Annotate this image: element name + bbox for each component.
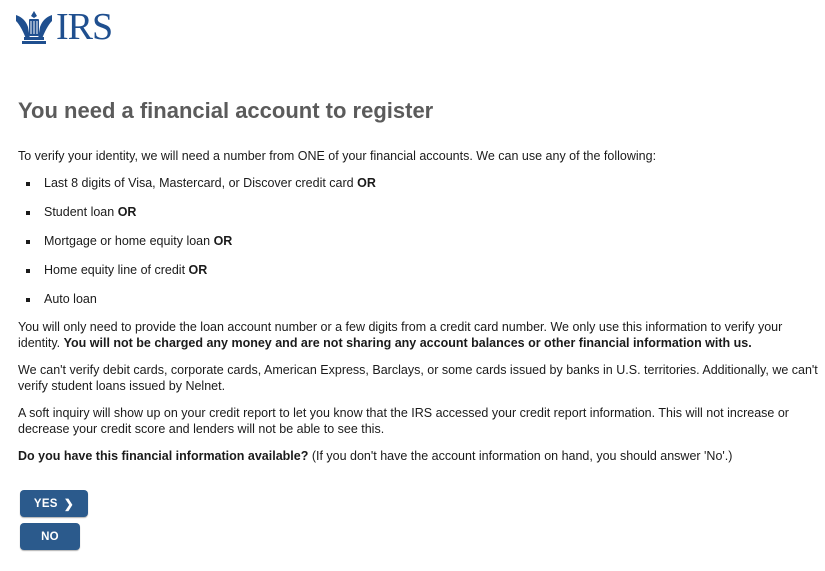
bullet-icon <box>26 240 30 244</box>
no-button-label: NO <box>41 530 59 543</box>
list-item <box>18 292 376 321</box>
loan-number-note <box>18 320 818 351</box>
option-or: OR <box>357 176 376 190</box>
loan-number-text: You will only need to provide the loan account number or a few digits from a credit card number. We only use this information to verify your identity. <box>18 320 783 350</box>
option-label: Student loan <box>44 205 115 219</box>
irs-logo[interactable] <box>14 8 112 46</box>
question <box>18 449 818 465</box>
chevron-right-icon: ❯ <box>63 496 75 511</box>
unsupported-cards-note: We can't verify debit cards, corporate cards, American Express, Barclays, or some cards issued by banks in U.S. territories. Additionally, we can't verify student loans issued by Nelnet. <box>18 363 818 393</box>
yes-button-label: YES <box>33 497 58 510</box>
option-label: Mortgage or home equity loan <box>44 234 211 248</box>
no-button[interactable] <box>20 523 80 550</box>
list-item <box>18 234 376 263</box>
bullet-icon <box>26 269 30 273</box>
option-label: Auto loan <box>44 292 97 306</box>
list-item <box>18 205 376 234</box>
logo-text: IRS <box>56 6 113 48</box>
bullet-icon <box>26 182 30 186</box>
irs-eagle-icon <box>14 9 54 45</box>
yes-button[interactable] <box>20 490 88 517</box>
list-item <box>18 176 376 205</box>
bullet-icon <box>26 298 30 302</box>
page-title: You need a financial account to register <box>18 98 434 123</box>
no-charge-statement: You will not be charged any money and are not sharing any account balances or other financial information with us. <box>63 335 752 350</box>
option-or: OR <box>188 263 208 277</box>
list-item <box>18 263 376 292</box>
question-note: (If you don't have the account information on hand, you should answer 'No'.) <box>308 449 733 463</box>
option-label: Last 8 digits of Visa, Mastercard, or Discover credit card <box>44 176 354 190</box>
question-text: Do you have this financial information available? <box>18 449 309 463</box>
intro-text: To verify your identity, we will need a number from ONE of your financial accounts. We can use any of the following: <box>18 149 657 163</box>
financial-account-options <box>18 176 376 321</box>
bullet-icon <box>26 211 30 215</box>
option-label: Home equity line of credit <box>44 263 186 277</box>
soft-inquiry-note: A soft inquiry will show up on your credit report to let you know that the IRS accessed your credit report information. This will not increase or decrease your credit score and lenders will not be able to see this. <box>18 406 789 436</box>
option-or: OR <box>213 234 233 248</box>
option-or: OR <box>117 205 137 219</box>
